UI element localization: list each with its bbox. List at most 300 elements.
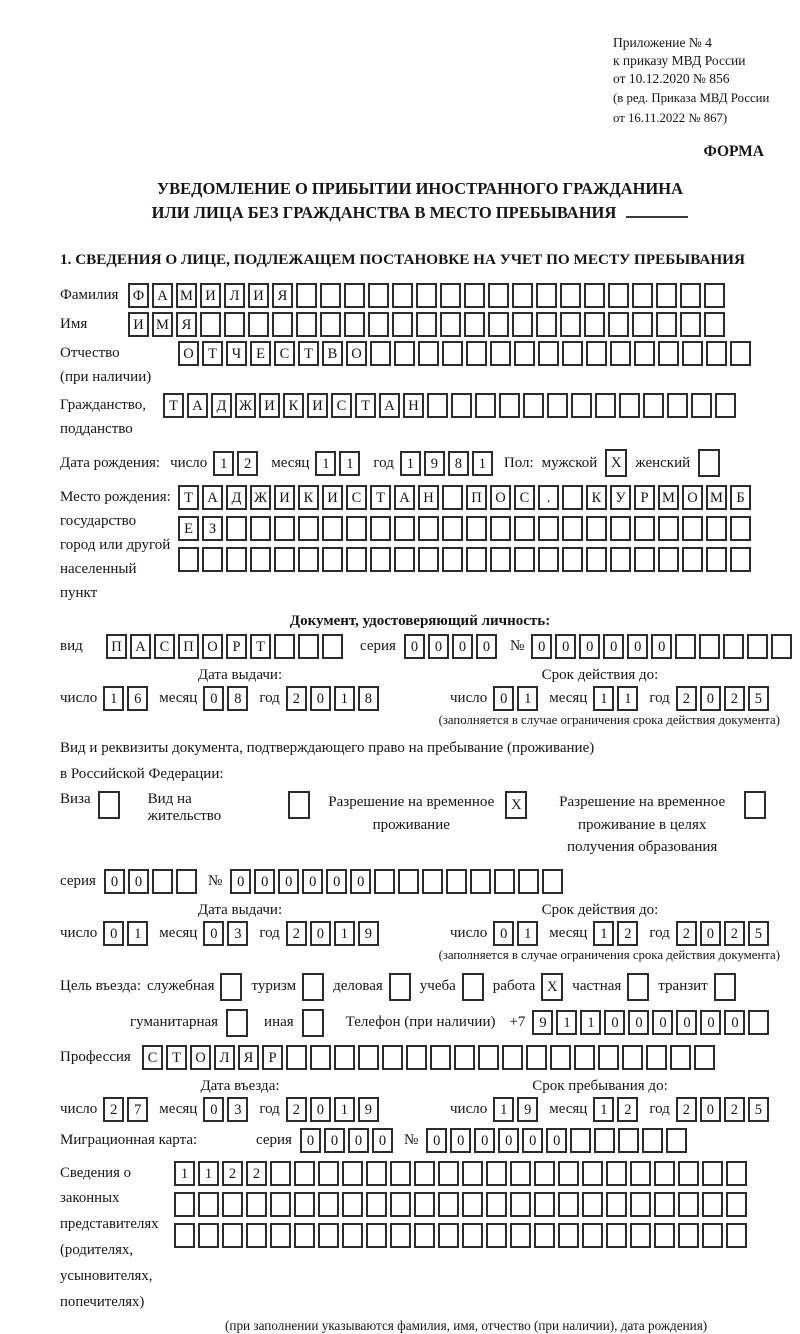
form-cell-empty[interactable]	[619, 393, 640, 418]
form-cell-filled[interactable]: П	[178, 634, 199, 659]
form-cell-filled[interactable]: 5	[748, 1097, 769, 1122]
form-cell-empty[interactable]	[534, 1192, 555, 1217]
form-cell-empty[interactable]	[344, 283, 365, 308]
form-cell-empty[interactable]	[542, 869, 563, 894]
form-cell-empty[interactable]	[246, 1223, 267, 1248]
form-cell-empty[interactable]	[398, 869, 419, 894]
form-cell-filled[interactable]: 1	[127, 921, 148, 946]
form-cell-filled[interactable]: А	[152, 283, 173, 308]
form-cell-empty[interactable]	[178, 547, 199, 572]
form-cell-filled[interactable]: 1	[198, 1161, 219, 1186]
form-cell-empty[interactable]	[550, 1045, 571, 1070]
form-cell-filled[interactable]: X	[541, 973, 563, 1001]
form-cell-filled[interactable]: 0	[700, 686, 721, 711]
form-cell-empty[interactable]	[389, 973, 411, 1001]
form-cell-empty[interactable]	[536, 312, 557, 337]
form-cell-empty[interactable]	[414, 1161, 435, 1186]
form-cell-filled[interactable]: 0	[324, 1128, 345, 1153]
form-cell-empty[interactable]	[608, 312, 629, 337]
form-cell-filled[interactable]: Т	[355, 393, 376, 418]
form-cell-empty[interactable]	[462, 1223, 483, 1248]
form-cell-filled[interactable]: О	[490, 485, 511, 510]
form-cell-empty[interactable]	[558, 1192, 579, 1217]
form-cell-empty[interactable]	[366, 1223, 387, 1248]
form-cell-filled[interactable]: 8	[227, 686, 248, 711]
form-cell-filled[interactable]: 0	[310, 686, 331, 711]
form-cell-empty[interactable]	[322, 516, 343, 541]
form-cell-empty[interactable]	[302, 973, 324, 1001]
form-cell-filled[interactable]: 1	[593, 921, 614, 946]
form-cell-empty[interactable]	[438, 1161, 459, 1186]
form-cell-empty[interactable]	[488, 312, 509, 337]
form-cell-empty[interactable]	[274, 516, 295, 541]
form-cell-filled[interactable]: 0	[493, 686, 514, 711]
form-cell-filled[interactable]: 0	[372, 1128, 393, 1153]
form-cell-empty[interactable]	[582, 1192, 603, 1217]
form-cell-empty[interactable]	[298, 516, 319, 541]
form-cell-empty[interactable]	[562, 485, 583, 510]
form-cell-empty[interactable]	[430, 1045, 451, 1070]
form-cell-empty[interactable]	[771, 634, 792, 659]
form-cell-filled[interactable]: О	[202, 634, 223, 659]
form-cell-empty[interactable]	[702, 1192, 723, 1217]
form-cell-filled[interactable]: 9	[424, 451, 445, 476]
form-cell-empty[interactable]	[370, 547, 391, 572]
form-cell-empty[interactable]	[656, 283, 677, 308]
form-cell-filled[interactable]: К	[298, 485, 319, 510]
form-cell-empty[interactable]	[608, 283, 629, 308]
form-cell-empty[interactable]	[222, 1223, 243, 1248]
form-cell-empty[interactable]	[518, 869, 539, 894]
form-cell-empty[interactable]	[606, 1192, 627, 1217]
form-cell-empty[interactable]	[320, 283, 341, 308]
form-cell-empty[interactable]	[670, 1045, 691, 1070]
form-cell-empty[interactable]	[658, 341, 679, 366]
form-cell-empty[interactable]	[632, 283, 653, 308]
form-cell-filled[interactable]: 0	[700, 921, 721, 946]
form-cell-empty[interactable]	[678, 1192, 699, 1217]
form-cell-filled[interactable]: С	[154, 634, 175, 659]
form-cell-empty[interactable]	[418, 516, 439, 541]
form-cell-empty[interactable]	[682, 547, 703, 572]
form-cell-empty[interactable]	[723, 634, 744, 659]
form-cell-empty[interactable]	[654, 1161, 675, 1186]
form-cell-empty[interactable]	[406, 1045, 427, 1070]
form-cell-filled[interactable]: 9	[358, 1097, 379, 1122]
form-cell-empty[interactable]	[318, 1223, 339, 1248]
form-cell-empty[interactable]	[570, 1128, 591, 1153]
form-cell-empty[interactable]	[222, 1192, 243, 1217]
form-cell-empty[interactable]	[547, 393, 568, 418]
form-cell-empty[interactable]	[694, 1045, 715, 1070]
form-cell-filled[interactable]: 0	[555, 634, 576, 659]
form-cell-empty[interactable]	[560, 283, 581, 308]
form-cell-empty[interactable]	[344, 312, 365, 337]
form-cell-empty[interactable]	[630, 1223, 651, 1248]
form-cell-filled[interactable]: О	[178, 341, 199, 366]
form-cell-empty[interactable]	[224, 312, 245, 337]
form-cell-filled[interactable]: 0	[476, 634, 497, 659]
form-cell-filled[interactable]: И	[200, 283, 221, 308]
form-cell-empty[interactable]	[510, 1161, 531, 1186]
form-cell-empty[interactable]	[462, 1161, 483, 1186]
form-cell-empty[interactable]	[462, 1192, 483, 1217]
form-cell-empty[interactable]	[226, 516, 247, 541]
form-cell-empty[interactable]	[302, 1009, 324, 1037]
form-cell-filled[interactable]: Я	[272, 283, 293, 308]
form-cell-empty[interactable]	[454, 1045, 475, 1070]
form-cell-filled[interactable]: М	[176, 283, 197, 308]
form-cell-empty[interactable]	[726, 1161, 747, 1186]
form-cell-filled[interactable]: 0	[546, 1128, 567, 1153]
form-cell-filled[interactable]: Д	[211, 393, 232, 418]
form-cell-empty[interactable]	[366, 1161, 387, 1186]
form-cell-empty[interactable]	[374, 869, 395, 894]
form-cell-filled[interactable]: 0	[348, 1128, 369, 1153]
form-cell-filled[interactable]: 0	[428, 634, 449, 659]
form-cell-empty[interactable]	[394, 547, 415, 572]
form-cell-empty[interactable]	[582, 1161, 603, 1186]
form-cell-filled[interactable]: Т	[298, 341, 319, 366]
form-cell-filled[interactable]: Я	[238, 1045, 259, 1070]
form-cell-filled[interactable]: 2	[724, 1097, 745, 1122]
form-cell-empty[interactable]	[358, 1045, 379, 1070]
form-cell-empty[interactable]	[536, 283, 557, 308]
form-cell-empty[interactable]	[595, 393, 616, 418]
form-cell-empty[interactable]	[558, 1161, 579, 1186]
form-cell-empty[interactable]	[382, 1045, 403, 1070]
form-cell-filled[interactable]: П	[466, 485, 487, 510]
form-cell-filled[interactable]: М	[658, 485, 679, 510]
form-cell-empty[interactable]	[562, 547, 583, 572]
form-cell-filled[interactable]: 6	[127, 686, 148, 711]
form-cell-filled[interactable]: Т	[250, 634, 271, 659]
form-cell-empty[interactable]	[499, 393, 520, 418]
form-cell-filled[interactable]: С	[331, 393, 352, 418]
form-cell-empty[interactable]	[440, 283, 461, 308]
form-cell-filled[interactable]: Ж	[250, 485, 271, 510]
form-cell-empty[interactable]	[538, 516, 559, 541]
form-cell-filled[interactable]: 8	[358, 686, 379, 711]
form-cell-filled[interactable]: Е	[250, 341, 271, 366]
form-cell-empty[interactable]	[294, 1223, 315, 1248]
form-cell-empty[interactable]	[704, 283, 725, 308]
form-cell-filled[interactable]: 8	[448, 451, 469, 476]
form-cell-filled[interactable]: 1	[334, 921, 355, 946]
form-cell-filled[interactable]: Е	[178, 516, 199, 541]
form-cell-empty[interactable]	[446, 869, 467, 894]
form-cell-empty[interactable]	[475, 393, 496, 418]
form-cell-empty[interactable]	[630, 1192, 651, 1217]
form-cell-empty[interactable]	[675, 634, 696, 659]
form-cell-empty[interactable]	[514, 547, 535, 572]
form-cell-filled[interactable]: 1	[593, 1097, 614, 1122]
form-cell-empty[interactable]	[632, 312, 653, 337]
form-cell-empty[interactable]	[490, 547, 511, 572]
form-cell-empty[interactable]	[272, 312, 293, 337]
form-cell-filled[interactable]: 1	[617, 686, 638, 711]
form-cell-filled[interactable]: 1	[334, 686, 355, 711]
form-cell-empty[interactable]	[642, 1128, 663, 1153]
form-cell-filled[interactable]: И	[307, 393, 328, 418]
form-cell-filled[interactable]: Т	[202, 341, 223, 366]
form-cell-filled[interactable]: Н	[418, 485, 439, 510]
form-cell-empty[interactable]	[586, 547, 607, 572]
form-cell-empty[interactable]	[622, 1045, 643, 1070]
form-cell-filled[interactable]: В	[322, 341, 343, 366]
form-cell-filled[interactable]: 0	[326, 869, 347, 894]
form-cell-filled[interactable]: А	[187, 393, 208, 418]
form-cell-filled[interactable]: Ч	[226, 341, 247, 366]
form-cell-empty[interactable]	[440, 312, 461, 337]
form-cell-empty[interactable]	[706, 341, 727, 366]
form-cell-empty[interactable]	[691, 393, 712, 418]
form-cell-filled[interactable]: С	[346, 485, 367, 510]
form-cell-empty[interactable]	[462, 973, 484, 1001]
form-cell-filled[interactable]: 3	[227, 1097, 248, 1122]
form-cell-empty[interactable]	[270, 1192, 291, 1217]
form-cell-empty[interactable]	[486, 1161, 507, 1186]
form-cell-filled[interactable]: 0	[310, 1097, 331, 1122]
form-cell-empty[interactable]	[667, 393, 688, 418]
form-cell-empty[interactable]	[562, 341, 583, 366]
form-cell-empty[interactable]	[320, 312, 341, 337]
form-cell-filled[interactable]: К	[586, 485, 607, 510]
form-cell-empty[interactable]	[682, 341, 703, 366]
form-cell-empty[interactable]	[666, 1128, 687, 1153]
form-cell-filled[interactable]: 2	[103, 1097, 124, 1122]
form-cell-filled[interactable]: А	[202, 485, 223, 510]
form-cell-empty[interactable]	[586, 516, 607, 541]
form-cell-empty[interactable]	[514, 341, 535, 366]
form-cell-filled[interactable]: 0	[203, 921, 224, 946]
form-cell-empty[interactable]	[534, 1161, 555, 1186]
form-cell-filled[interactable]: А	[130, 634, 151, 659]
form-cell-filled[interactable]: 0	[310, 921, 331, 946]
form-cell-filled[interactable]: 9	[517, 1097, 538, 1122]
form-cell-empty[interactable]	[310, 1045, 331, 1070]
form-cell-filled[interactable]: 3	[227, 921, 248, 946]
form-cell-empty[interactable]	[342, 1161, 363, 1186]
form-cell-empty[interactable]	[250, 547, 271, 572]
form-cell-filled[interactable]: 1	[517, 686, 538, 711]
form-cell-empty[interactable]	[634, 341, 655, 366]
form-cell-filled[interactable]: .	[538, 485, 559, 510]
form-cell-empty[interactable]	[610, 516, 631, 541]
form-cell-empty[interactable]	[318, 1192, 339, 1217]
form-cell-filled[interactable]: 0	[103, 921, 124, 946]
form-cell-empty[interactable]	[370, 516, 391, 541]
form-cell-empty[interactable]	[322, 547, 343, 572]
form-cell-empty[interactable]	[274, 634, 295, 659]
form-cell-empty[interactable]	[502, 1045, 523, 1070]
form-cell-filled[interactable]: И	[128, 312, 149, 337]
form-cell-filled[interactable]: 5	[748, 921, 769, 946]
form-cell-filled[interactable]: 0	[104, 869, 125, 894]
form-cell-filled[interactable]: 0	[302, 869, 323, 894]
form-cell-empty[interactable]	[226, 1009, 248, 1037]
form-cell-filled[interactable]: Т	[178, 485, 199, 510]
form-cell-filled[interactable]: 0	[700, 1010, 721, 1035]
form-cell-empty[interactable]	[560, 312, 581, 337]
form-cell-filled[interactable]: 1	[593, 686, 614, 711]
form-cell-empty[interactable]	[715, 393, 736, 418]
form-cell-empty[interactable]	[464, 283, 485, 308]
form-cell-filled[interactable]: 2	[676, 686, 697, 711]
form-cell-filled[interactable]: 2	[724, 686, 745, 711]
form-cell-empty[interactable]	[288, 791, 310, 819]
form-cell-filled[interactable]: 2	[617, 1097, 638, 1122]
form-cell-empty[interactable]	[584, 283, 605, 308]
form-cell-empty[interactable]	[538, 341, 559, 366]
form-cell-empty[interactable]	[392, 312, 413, 337]
form-cell-empty[interactable]	[274, 547, 295, 572]
form-cell-empty[interactable]	[594, 1128, 615, 1153]
form-cell-filled[interactable]: 0	[651, 634, 672, 659]
form-cell-filled[interactable]: 9	[358, 921, 379, 946]
form-cell-filled[interactable]: Т	[163, 393, 184, 418]
form-cell-empty[interactable]	[390, 1161, 411, 1186]
form-cell-filled[interactable]: 0	[128, 869, 149, 894]
form-cell-empty[interactable]	[512, 283, 533, 308]
form-cell-filled[interactable]: 1	[580, 1010, 601, 1035]
form-cell-filled[interactable]: 0	[628, 1010, 649, 1035]
form-cell-empty[interactable]	[726, 1223, 747, 1248]
form-cell-filled[interactable]: 0	[426, 1128, 447, 1153]
form-cell-filled[interactable]: 7	[127, 1097, 148, 1122]
form-cell-filled[interactable]: 0	[493, 921, 514, 946]
form-cell-empty[interactable]	[510, 1192, 531, 1217]
form-cell-filled[interactable]: О	[346, 341, 367, 366]
form-cell-empty[interactable]	[654, 1192, 675, 1217]
form-cell-empty[interactable]	[538, 547, 559, 572]
form-cell-empty[interactable]	[682, 516, 703, 541]
form-cell-filled[interactable]: 0	[350, 869, 371, 894]
form-cell-filled[interactable]: Р	[262, 1045, 283, 1070]
form-cell-empty[interactable]	[730, 341, 751, 366]
form-cell-empty[interactable]	[486, 1223, 507, 1248]
form-cell-empty[interactable]	[512, 312, 533, 337]
form-cell-empty[interactable]	[630, 1161, 651, 1186]
form-cell-empty[interactable]	[598, 1045, 619, 1070]
form-cell-empty[interactable]	[466, 547, 487, 572]
form-cell-empty[interactable]	[634, 547, 655, 572]
form-cell-empty[interactable]	[704, 312, 725, 337]
form-cell-filled[interactable]: 0	[676, 1010, 697, 1035]
form-cell-filled[interactable]: А	[379, 393, 400, 418]
form-cell-filled[interactable]: 2	[237, 451, 258, 476]
form-cell-filled[interactable]: А	[394, 485, 415, 510]
form-cell-empty[interactable]	[174, 1192, 195, 1217]
form-cell-empty[interactable]	[466, 341, 487, 366]
form-cell-empty[interactable]	[334, 1045, 355, 1070]
form-cell-empty[interactable]	[571, 393, 592, 418]
form-cell-empty[interactable]	[390, 1192, 411, 1217]
form-cell-empty[interactable]	[270, 1223, 291, 1248]
form-cell-empty[interactable]	[526, 1045, 547, 1070]
form-cell-filled[interactable]: X	[505, 791, 527, 819]
form-cell-filled[interactable]: Т	[166, 1045, 187, 1070]
form-cell-filled[interactable]: 0	[700, 1097, 721, 1122]
form-cell-filled[interactable]: Н	[403, 393, 424, 418]
form-cell-filled[interactable]: 1	[472, 451, 493, 476]
form-cell-empty[interactable]	[366, 1192, 387, 1217]
form-cell-empty[interactable]	[698, 449, 720, 477]
form-cell-empty[interactable]	[270, 1161, 291, 1186]
form-cell-empty[interactable]	[370, 341, 391, 366]
form-cell-empty[interactable]	[442, 485, 463, 510]
form-cell-filled[interactable]: М	[706, 485, 727, 510]
form-cell-empty[interactable]	[464, 312, 485, 337]
form-cell-filled[interactable]: 1	[493, 1097, 514, 1122]
form-cell-empty[interactable]	[294, 1161, 315, 1186]
form-cell-empty[interactable]	[342, 1192, 363, 1217]
form-cell-empty[interactable]	[250, 516, 271, 541]
form-cell-empty[interactable]	[490, 516, 511, 541]
form-cell-filled[interactable]: 1	[556, 1010, 577, 1035]
form-cell-empty[interactable]	[394, 341, 415, 366]
form-cell-empty[interactable]	[658, 547, 679, 572]
form-cell-filled[interactable]: И	[248, 283, 269, 308]
form-cell-filled[interactable]: П	[106, 634, 127, 659]
form-cell-empty[interactable]	[296, 312, 317, 337]
form-cell-empty[interactable]	[220, 973, 242, 1001]
form-cell-empty[interactable]	[706, 547, 727, 572]
form-cell-filled[interactable]: 9	[532, 1010, 553, 1035]
form-cell-empty[interactable]	[390, 1223, 411, 1248]
form-cell-empty[interactable]	[610, 547, 631, 572]
form-cell-empty[interactable]	[346, 547, 367, 572]
form-cell-filled[interactable]: 2	[724, 921, 745, 946]
form-cell-empty[interactable]	[368, 283, 389, 308]
form-cell-empty[interactable]	[478, 1045, 499, 1070]
form-cell-empty[interactable]	[174, 1223, 195, 1248]
form-cell-filled[interactable]: 1	[517, 921, 538, 946]
form-cell-empty[interactable]	[198, 1192, 219, 1217]
form-cell-filled[interactable]: 0	[652, 1010, 673, 1035]
form-cell-filled[interactable]: 2	[676, 1097, 697, 1122]
form-cell-empty[interactable]	[246, 1192, 267, 1217]
form-cell-empty[interactable]	[558, 1223, 579, 1248]
form-cell-filled[interactable]: И	[259, 393, 280, 418]
form-cell-filled[interactable]: 0	[230, 869, 251, 894]
form-cell-empty[interactable]	[574, 1045, 595, 1070]
form-cell-empty[interactable]	[606, 1223, 627, 1248]
form-cell-filled[interactable]: Л	[214, 1045, 235, 1070]
form-cell-filled[interactable]: С	[274, 341, 295, 366]
form-cell-filled[interactable]: Т	[370, 485, 391, 510]
form-cell-empty[interactable]	[466, 516, 487, 541]
form-cell-filled[interactable]: 0	[603, 634, 624, 659]
form-cell-empty[interactable]	[296, 283, 317, 308]
form-cell-filled[interactable]: С	[514, 485, 535, 510]
form-cell-filled[interactable]: Р	[634, 485, 655, 510]
form-cell-empty[interactable]	[226, 547, 247, 572]
form-cell-filled[interactable]: И	[322, 485, 343, 510]
form-cell-empty[interactable]	[427, 393, 448, 418]
form-cell-empty[interactable]	[422, 869, 443, 894]
form-cell-empty[interactable]	[442, 547, 463, 572]
form-cell-filled[interactable]: О	[682, 485, 703, 510]
form-cell-filled[interactable]: 2	[676, 921, 697, 946]
form-cell-empty[interactable]	[748, 1010, 769, 1035]
form-cell-filled[interactable]: 1	[103, 686, 124, 711]
form-cell-empty[interactable]	[98, 791, 120, 819]
form-cell-filled[interactable]: 0	[404, 634, 425, 659]
form-cell-empty[interactable]	[656, 312, 677, 337]
form-cell-filled[interactable]: 0	[203, 686, 224, 711]
form-cell-filled[interactable]: 0	[203, 1097, 224, 1122]
